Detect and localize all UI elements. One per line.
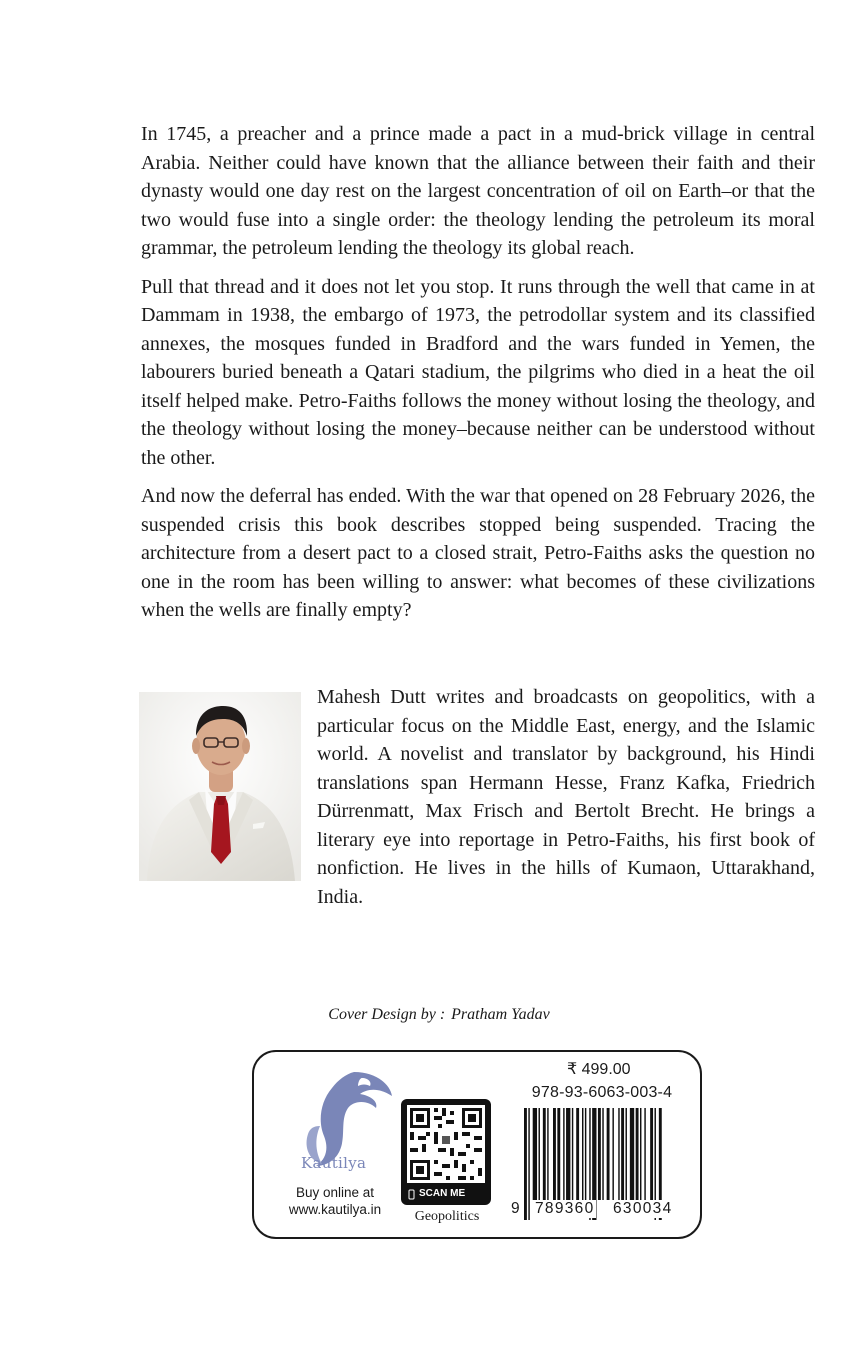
- credit-label: Cover Design by :: [328, 1006, 446, 1023]
- designer-name: Pratham Yadav: [451, 1006, 550, 1023]
- barcode-right-digits: 630034: [613, 1200, 673, 1217]
- isbn-number: 978-93-6063-003-4: [531, 1084, 673, 1101]
- cover-design-credit: [0, 1006, 862, 1024]
- blurb-paragraph-1: In 1745, a preacher and a prince made a pact in a mud-brick village in central Arabia. Neither could have known that the alliance between their faith and their dynasty would one day rest on the largest concentration of oil on Earth–or that the two would fuse into a single order: the theology lending the petroleum its moral grammar, the petroleum lending the theology its global reach.: [141, 123, 815, 259]
- scan-me-label: SCAN ME: [419, 1188, 466, 1199]
- back-cover-blurb: [141, 120, 815, 635]
- price-label: ₹ 499.00: [567, 1061, 631, 1078]
- author-bio: Mahesh Dutt writes and broadcasts on geopolitics, with a particular focus on the Middle East, energy, and the Islamic world. A novelist and translator by background, his Hindi translations span Hermann Hesse, Franz Kafka, Friedrich Dürrenmatt, Max Frisch and Bertolt Brecht. He brings a literary eye into reportage in Petro-Faiths, his first book of nonfiction. He lives in the hills of Kumaon, Uttarakhand, India.: [317, 686, 815, 908]
- retail-info-box: [252, 1050, 702, 1239]
- qr-category: Geopolitics: [414, 1209, 480, 1224]
- buy-online-text: [270, 1184, 400, 1218]
- author-photo: [139, 692, 301, 881]
- blurb-paragraph-3: And now the deferral has ended. With the war that opened on 28 February 2026, the suspended crisis this book describes stopped being suspended. Tracing the architecture from a desert pact to a closed strait, Petro-Faiths asks the question no one in the room has been willing to answer: what becomes of these civilizations when the wells are finally empty?: [141, 485, 815, 621]
- blurb-paragraph-2: Pull that thread and it does not let you stop. It runs through the well that came in at Dammam in 1938, the embargo of 1973, the petrodollar system and its classified annexes, the mosques funded in Bradford and the wars funded in Yemen, the labourers buried beneath a Qatari stadium, the pilgrims who died in a heat the oil itself helped make. Petro-Faiths follows the money without losing the theology, and the theology without losing the money–because neither can be understood without the other.: [141, 275, 815, 469]
- barcode-first-digit: 9: [511, 1200, 520, 1217]
- buy-line-1: Buy online at: [295, 1185, 375, 1200]
- buy-url[interactable]: www.kautilya.in: [288, 1202, 382, 1217]
- publisher-name: Kautilya: [301, 1154, 367, 1172]
- barcode-left-digits: 789360: [535, 1200, 595, 1217]
